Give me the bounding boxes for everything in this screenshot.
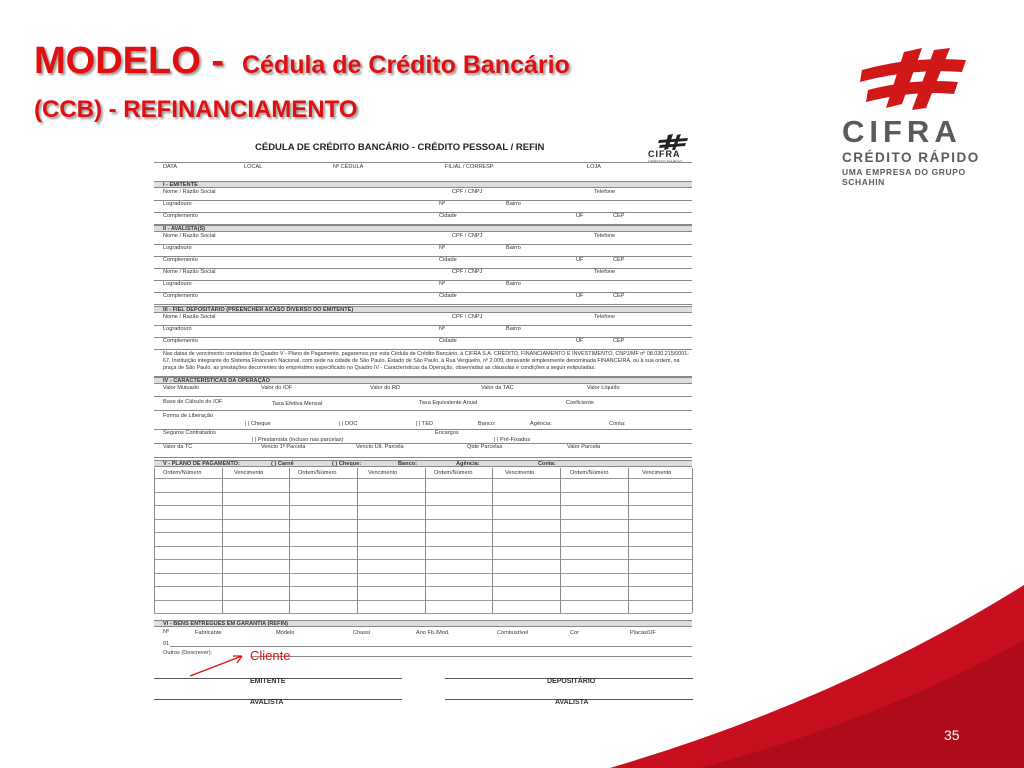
option-prestamista: | | Prestamista (incluso nas parcelas) [252,437,344,443]
plano-grid-line [154,532,692,533]
plano-banco: Banco: [398,461,417,467]
option-ted: | | TED [416,421,434,427]
label-valor-iof: Valor do IOF [261,385,293,391]
label-bairro: Bairro [506,326,521,332]
col-ordem-1: Ordem/Número [163,470,202,476]
plano-grid-line [154,586,692,587]
plano-grid-line [154,573,692,574]
label-uf: UF [576,213,584,219]
col-venc-1: Vencimento [234,470,264,476]
op-row4 [154,429,692,444]
label-seguros: Seguros Contratados [163,430,216,436]
label-cidade: Cidade [439,338,457,344]
bens-row1-line [170,638,692,647]
label-cep: CEP [613,257,625,263]
section-avalista: II - AVALISTA(S) [154,225,692,232]
option-doc: | | DOC [339,421,358,427]
plano-agencia: Agência: [456,461,480,467]
label-valor-tac: Valor da TAC [481,385,514,391]
depositario-row3 [154,337,692,350]
plano-grid-column-line [628,468,629,613]
label-cep: CEP [613,213,625,219]
label-logradouro: Logradouro [163,281,192,287]
bens-ano: Ano Fb./Mod. [416,630,450,636]
label-logradouro: Logradouro [163,245,192,251]
plano-grid-line [154,478,692,479]
label-uf: UF [576,293,584,299]
label-valor-tc: Valor da TC [163,444,193,450]
sig-emitente: EMITENTE [250,678,286,685]
label-coeficiente: Coeficiente [566,400,594,406]
plano-cheque: ( ) Cheque: [332,461,362,467]
plano-grid-column-line [425,468,426,613]
plano-grid-line [154,519,692,520]
label-telefone: Telefone [594,269,616,275]
header-row [154,162,692,182]
title-line2: (CCB) - REFINANCIAMENTO [34,96,358,123]
plano-grid-column-line [154,468,155,613]
section-emitente: I - EMITENTE [154,181,692,188]
form-title: CÉDULA DE CRÉDITO BANCÁRIO - CRÉDITO PESSOAL / REFIN [255,142,545,153]
section-fiel-depositario: III - FIEL DEPOSITÁRIO (PREENCHER ACASO DIVERSO DO EMITENTE) [154,306,692,313]
op-row5 [154,443,692,458]
bens-fabricante: Fabricante [195,630,222,636]
plano-grid-line [154,613,692,614]
bens-item-01: 01 [163,641,170,647]
emitente-row3 [154,212,692,225]
label-valor-mutuado: Valor Mutuado [163,385,199,391]
label-logradouro: Logradouro [163,201,192,207]
label-base-iof: Base de Cálculo do IOF [163,399,223,405]
avalista2-row3 [154,292,692,305]
plano-grid-column-line [289,468,290,613]
plano-grid-line [154,492,692,493]
bens-combustivel: Combustível [497,630,529,636]
label-vencto-1: Vencto 1ª Parcela [261,444,306,450]
label-complemento: Complemento [163,338,198,344]
label-taxa-mensal: Taxa Efetiva Mensal [272,401,323,407]
form-mini-logo [648,134,700,164]
label-uf: UF [576,257,584,263]
label-bairro: Bairro [506,245,521,251]
label-numero: Nº [439,281,446,287]
label-telefone: Telefone [594,233,616,239]
label-forma: Forma de Liberação [163,413,214,419]
label-cedula: Nº CÉDULA [333,164,364,170]
plano-grid-line [154,546,692,547]
sig-avalista-1: AVALISTA [250,699,284,706]
ccb-form [140,126,715,728]
label-banco: Banco: [478,421,496,427]
mini-logo-sub: CRÉDITO RÁPIDO [648,159,683,164]
label-nome: Nome / Razão Social [163,314,216,320]
label-vencto-ult: Vencto Últ. Parcela [356,444,404,450]
mini-hash-icon [654,134,694,150]
label-numero: Nº [439,245,446,251]
label-numero: Nº [439,326,446,332]
plano-title: V - PLANO DE PAGAMENTO: [163,461,240,467]
page-number: 35 [944,727,960,743]
label-agencia: Agência: [530,421,552,427]
label-data: DATA [163,164,178,170]
bens-outros: Outros (Descrever): [163,650,213,656]
contract-paragraph: Nas datas de vencimento constantes do Quadro V - Plano de Pagamento, pagaremos por esta Cédula de Crédito Bancário, à CIFRA S.A. CRÉDITO, FINANCIAMENTO E INVESTIMENTO, CNPJ/MF nº 08.030.215/0001-67, Instituição integrante do Sistema Financeiro Nacional, com sede na cidade de São Paulo, Estado de São Paulo, à Rua Vergueiro, nº 2.009, doravante simplesmente denominada FINANCEIRA, ou à sua ordem, na praça de São Paulo, as prestações decorrentes do empréstimo especificado no Quadro IV - Características da Operação, observadas as cláusulas e condições a seguir estipuladas. [163,351,689,371]
sig-depositario: DEPOSITÁRIO [547,678,596,685]
bens-row2-line [252,648,692,657]
label-cep: CEP [613,338,625,344]
label-complemento: Complemento [163,257,198,263]
label-logradouro: Logradouro [163,326,192,332]
label-telefone: Telefone [594,189,616,195]
plano-grid-line [154,600,692,601]
label-valor-rd: Valor do RD [370,385,401,391]
section-operacao: IV - CARACTERÍSTICAS DA OPERAÇÃO [154,377,692,384]
op-row3 [154,410,692,430]
label-nome: Nome / Razão Social [163,189,216,195]
label-nome: Nome / Razão Social [163,269,216,275]
col-venc-2: Vencimento [368,470,398,476]
plano-grid-column-line [357,468,358,613]
bens-cor: Cor [570,630,580,636]
label-valor-parcela: Valor Parcela [567,444,601,450]
label-local: LOCAL [244,164,263,170]
option-cheque: | | Cheque [245,421,271,427]
arrow-icon [188,650,248,680]
label-telefone: Telefone [594,314,616,320]
label-taxa-anual: Taxa Equivalente Anual [419,400,478,406]
plano-carne: ( ) Carnê [271,461,294,467]
label-cep: CEP [613,293,625,299]
logo-group: UMA EMPRESA DO GRUPO SCHAHIN [842,167,966,187]
label-conta: Conta: [609,421,626,427]
mini-logo-name: CIFRA [648,149,681,159]
label-complemento: Complemento [163,293,198,299]
col-ordem-2: Ordem/Número [298,470,337,476]
plano-conta: Conta: [538,461,556,467]
label-qtde: Qtde Parcelas [467,444,503,450]
label-filial: FILIAL / CORRESP. [445,164,495,170]
col-venc-4: Vencimento [642,470,672,476]
title-sub: Cédula de Crédito Bancário [241,51,570,79]
cliente-annotation: Cliente [250,648,291,663]
bens-chassi: Chassi [353,630,371,636]
label-numero: Nº [439,201,446,207]
label-cidade: Cidade [439,213,457,219]
option-prefixados: | | Pré-Fixados [494,437,531,443]
col-ordem-4: Ordem/Número [570,470,609,476]
plano-grid-line [154,505,692,506]
label-cpf: CPF / CNPJ [452,233,483,239]
plano-grid-column-line [560,468,561,613]
label-complemento: Complemento [163,213,198,219]
plano-grid-line [154,559,692,560]
label-cpf: CPF / CNPJ [452,269,483,275]
plano-grid-column-line [692,468,693,613]
bens-modelo: Modelo [276,630,295,636]
label-encargos: Encargos [435,430,459,436]
section-plano [154,460,692,467]
label-cpf: CPF / CNPJ [452,314,483,320]
sig-avalista-2: AVALISTA [555,699,589,706]
title-main: MODELO - [34,40,224,82]
label-uf: UF [576,338,584,344]
logo-name: CIFRA [842,114,962,149]
bens-placas: Placas/UF [630,630,656,636]
section-bens: VI - BENS ENTREGUES EM GARANTIA (REFIN) [154,620,692,627]
label-cidade: Cidade [439,257,457,263]
plano-grid-column-line [222,468,223,613]
col-venc-3: Vencimento [505,470,535,476]
label-bairro: Bairro [506,201,521,207]
bens-no: Nº [163,629,170,635]
label-nome: Nome / Razão Social [163,233,216,239]
label-valor-liquido: Valor Líquido [587,385,620,391]
label-cpf: CPF / CNPJ [452,189,483,195]
label-bairro: Bairro [506,281,521,287]
label-cidade: Cidade [439,293,457,299]
col-ordem-3: Ordem/Número [434,470,473,476]
label-loja: LOJA [587,164,601,170]
logo-tagline: CRÉDITO RÁPIDO [842,150,980,165]
plano-grid-column-line [492,468,493,613]
